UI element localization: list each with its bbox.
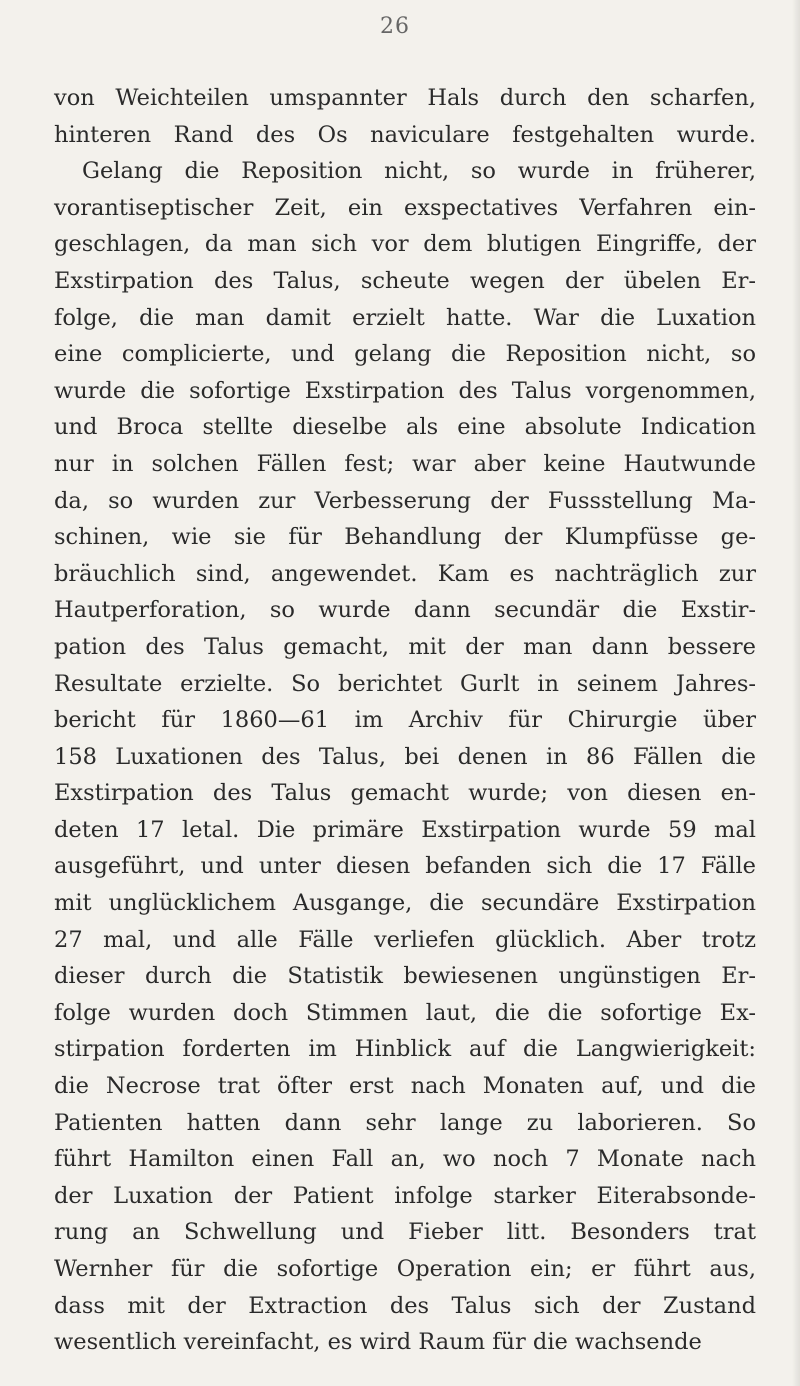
text-line: vorantiseptischer Zeit, ein exspectatives Verfahren ein- xyxy=(54,194,756,221)
text-line: schinen, wie sie für Behandlung der Klumpfüsse ge- xyxy=(54,524,756,551)
text-line: dieser durch die Statistik bewiesenen ungünstigen Er- xyxy=(54,963,756,990)
page-edge-shadow xyxy=(792,0,800,1386)
text-line: folge wurden doch Stimmen laut, die die sofortige Ex- xyxy=(54,999,756,1026)
text-line: bericht für 1860—61 im Archiv für Chirurgie über xyxy=(54,707,756,734)
text-line: Exstirpation des Talus, scheute wegen der übelen Er- xyxy=(54,267,756,294)
text-line: folge, die man damit erzielt hatte. War die Luxation xyxy=(54,304,756,331)
text-line: bräuchlich sind, angewendet. Kam es nachträglich zur xyxy=(54,560,756,587)
text-line: mit unglücklichem Ausgange, die secundäre Exstirpation xyxy=(54,890,756,917)
text-line: da, so wurden zur Verbesserung der Fussstellung Ma- xyxy=(54,487,756,514)
text-line: ausgeführt, und unter diesen befanden sich die 17 Fälle xyxy=(54,853,756,880)
text-line: Hautperforation, so wurde dann secundär die Exstir- xyxy=(54,597,756,624)
text-line: führt Hamilton einen Fall an, wo noch 7 Monate nach xyxy=(54,1146,756,1173)
text-line: der Luxation der Patient infolge starker Eiterabsonde- xyxy=(54,1182,756,1209)
text-line: rung an Schwellung und Fieber litt. Besonders trat xyxy=(54,1219,756,1246)
page-number: 26 xyxy=(380,14,410,39)
text-line: wesentlich vereinfacht, es wird Raum für die wachsende xyxy=(54,1329,702,1356)
text-line: pation des Talus gemacht, mit der man dann bessere xyxy=(54,633,756,660)
text-line: 158 Luxationen des Talus, bei denen in 86 Fällen die xyxy=(54,743,756,770)
text-line: stirpation forderten im Hinblick auf die Langwierigkeit: xyxy=(54,1036,756,1063)
body-text xyxy=(54,80,756,1361)
text-line: Exstirpation des Talus gemacht wurde; von diesen en- xyxy=(54,780,756,807)
text-line: nur in solchen Fällen fest; war aber keine Hautwunde xyxy=(54,450,756,477)
text-line: deten 17 letal. Die primäre Exstirpation wurde 59 mal xyxy=(54,816,756,843)
text-line: von Weichteilen umspannter Hals durch den scharfen, xyxy=(54,85,756,111)
text-line: hinteren Rand des Os naviculare festgehalten wurde. xyxy=(54,121,756,148)
text-line: geschlagen, da man sich vor dem blutigen Eingriffe, der xyxy=(54,231,756,258)
text-line: Resultate erzielte. So berichtet Gurlt in seinem Jahres- xyxy=(54,670,756,697)
text-line: und Broca stellte dieselbe als eine absolute Indication xyxy=(54,414,756,441)
text-line: Wernher für die sofortige Operation ein; er führt aus, xyxy=(54,1256,756,1282)
text-line: Gelang die Reposition nicht, so wurde in früherer, xyxy=(82,158,756,185)
text-line: wurde die sofortige Exstirpation des Talus vorgenommen, xyxy=(54,377,756,404)
text-line: dass mit der Extraction des Talus sich der Zustand xyxy=(54,1292,756,1319)
text-line: 27 mal, und alle Fälle verliefen glücklich. Aber trotz xyxy=(54,926,756,953)
text-line: Patienten hatten dann sehr lange zu laborieren. So xyxy=(54,1109,756,1136)
text-line: die Necrose trat öfter erst nach Monaten auf, und die xyxy=(54,1073,756,1100)
text-line: eine complicierte, und gelang die Reposition nicht, so xyxy=(54,341,756,368)
